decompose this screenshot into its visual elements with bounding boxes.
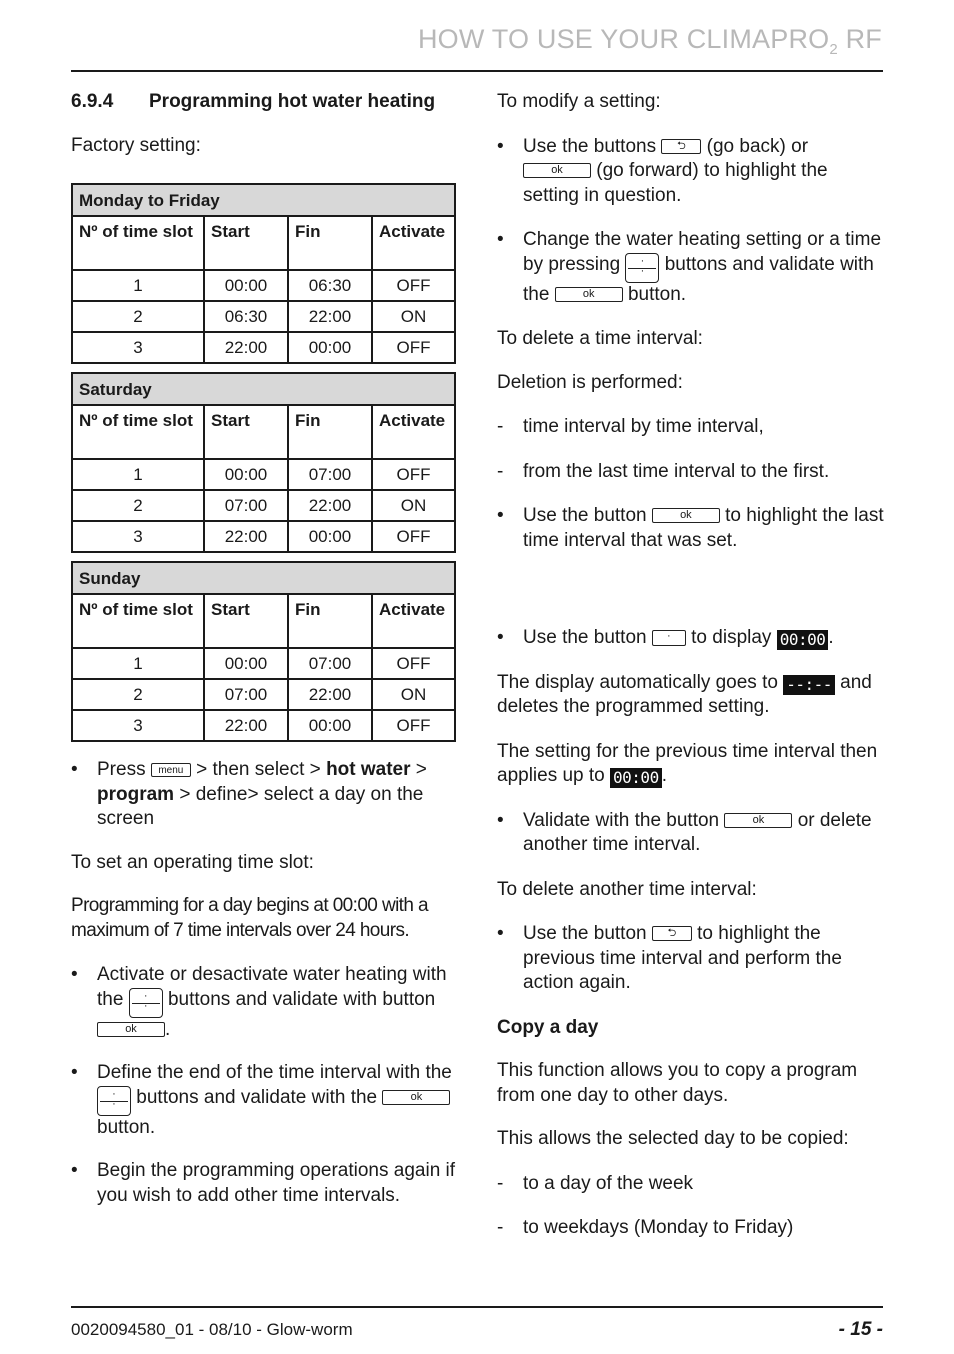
day-label: Monday to Friday [72, 184, 455, 216]
table-row: 3 22:00 00:00 OFF [72, 710, 455, 741]
schedule-table-saturday [71, 372, 456, 553]
col-header-slot: Nº of time slot [72, 216, 204, 270]
col-header-activate: Activate [372, 216, 455, 270]
display-step: • Use the button · to display 00:00 . [497, 627, 834, 649]
modify-heading: To modify a setting: [497, 91, 661, 112]
section-heading: 6.9.4 Programming hot water heating [71, 91, 436, 112]
header-title: HOW TO USE YOUR $CLIMAPRO_2$ RF [417, 24, 882, 58]
down-button-icon: · [652, 630, 686, 646]
footer-doc-ref: 0020094580_01 - 08/10 - Glow-worm [71, 1320, 353, 1339]
header-rule [71, 70, 883, 72]
factory-label: Factory setting: [71, 134, 201, 156]
previous-interval-text: The setting for the previous time interval then applies up to 00:00 . [497, 740, 878, 787]
col-header-start: Start [204, 405, 288, 459]
table-row: 2 07:00 22:00 ON [72, 679, 455, 710]
activate-step: • Activate or desactivate water heating with the · · buttons and validate with button ok . [71, 964, 447, 1040]
left-column [71, 90, 461, 1208]
auto-display-text: The display automatically goes to --:-- and deletes the programmed setting. [497, 671, 872, 717]
day-label: Sunday [72, 562, 455, 594]
dash-item: - to a day of the week [497, 1172, 694, 1194]
ok-button-icon: ok [382, 1090, 450, 1105]
define-step: • Define the end of the time interval with the · · buttons and validate with the ok button. [71, 1062, 452, 1138]
col-header-activate: Activate [372, 405, 455, 459]
copy-day-heading: Copy a day [497, 1016, 599, 1038]
ok-button-icon: ok [724, 813, 792, 828]
set-slot-label: To set an operating time slot: [71, 851, 314, 873]
validate-step: • Validate with the button ok or delete another time interval. [497, 809, 872, 855]
use-buttons-step: • Use the buttons ⮌ (go back) or ok (go forward) to highlight the setting in question. [497, 135, 828, 206]
display-readout: --:-- [783, 675, 835, 695]
table-row: 1 00:00 06:30 OFF [72, 270, 455, 301]
col-header-fin: Fin [288, 405, 372, 459]
up-down-button-icon: · · [129, 988, 163, 1018]
up-down-button-icon: · · [625, 253, 659, 283]
col-header-fin: Fin [288, 594, 372, 648]
col-header-start: Start [204, 216, 288, 270]
dash-item: - to weekdays (Monday to Friday) [497, 1217, 794, 1238]
table-row: 1 00:00 07:00 OFF [72, 459, 455, 490]
col-header-start: Start [204, 594, 288, 648]
back-button-icon: ⮌ [661, 139, 701, 154]
table-row: 1 00:00 07:00 OFF [72, 648, 455, 679]
table-row: 3 22:00 00:00 OFF [72, 521, 455, 552]
copy-allow-text: This allows the selected day to be copied: [497, 1128, 849, 1149]
table-row: 3 22:00 00:00 OFF [72, 332, 455, 363]
footer-rule [71, 1306, 883, 1308]
col-header-slot: Nº of time slot [72, 405, 204, 459]
highlight-last-step: • Use the button ok to highlight the last time interval that was set. [497, 505, 884, 551]
display-readout: 00:00 [777, 630, 829, 650]
copy-day-description: This function allows you to copy a program from one day to other days. [497, 1060, 858, 1106]
table-row: 2 06:30 22:00 ON [72, 301, 455, 332]
day-label: Saturday [72, 373, 455, 405]
col-header-activate: Activate [372, 594, 455, 648]
delete-another-heading: To delete another time interval: [497, 878, 757, 900]
up-down-button-icon: · · [97, 1086, 131, 1116]
highlight-previous-step: • Use the button ⮌ to highlight the previous time interval and perform the action again. [497, 923, 842, 993]
dash-item: - from the last time interval to the first. [497, 460, 830, 482]
col-header-fin: Fin [288, 216, 372, 270]
dash-item: - time interval by time interval, [497, 416, 764, 437]
programming-info: Programming for a day begins at 00:00 with a maximum of 7 time intervals over 24 hours. [71, 895, 428, 941]
press-menu-step: • Press menu > then select > hot water > program > define> select a day on the screen [71, 759, 427, 829]
ok-button-icon: ok [555, 287, 623, 302]
deletion-performed: Deletion is performed: [497, 371, 683, 393]
menu-button-icon: menu [151, 763, 191, 777]
begin-step: • Begin the programming operations again if you wish to add other time intervals. [71, 1160, 456, 1206]
right-column [497, 90, 887, 1241]
delete-heading: To delete a time interval: [497, 328, 703, 349]
ok-button-icon: ok [652, 508, 720, 523]
col-header-slot: Nº of time slot [72, 594, 204, 648]
table-row: 2 07:00 22:00 ON [72, 490, 455, 521]
back-button-icon: ⮌ [652, 926, 692, 941]
ok-button-icon: ok [523, 163, 591, 178]
schedule-table-weekday [71, 183, 456, 364]
ok-button-icon: ok [97, 1022, 165, 1037]
page-number: - 15 - [838, 1319, 883, 1340]
display-readout: 00:00 [610, 768, 662, 788]
schedule-table-sunday [71, 561, 456, 742]
change-step: • Change the water heating setting or a time by pressing · · buttons and validate with the ok button. [497, 229, 882, 305]
